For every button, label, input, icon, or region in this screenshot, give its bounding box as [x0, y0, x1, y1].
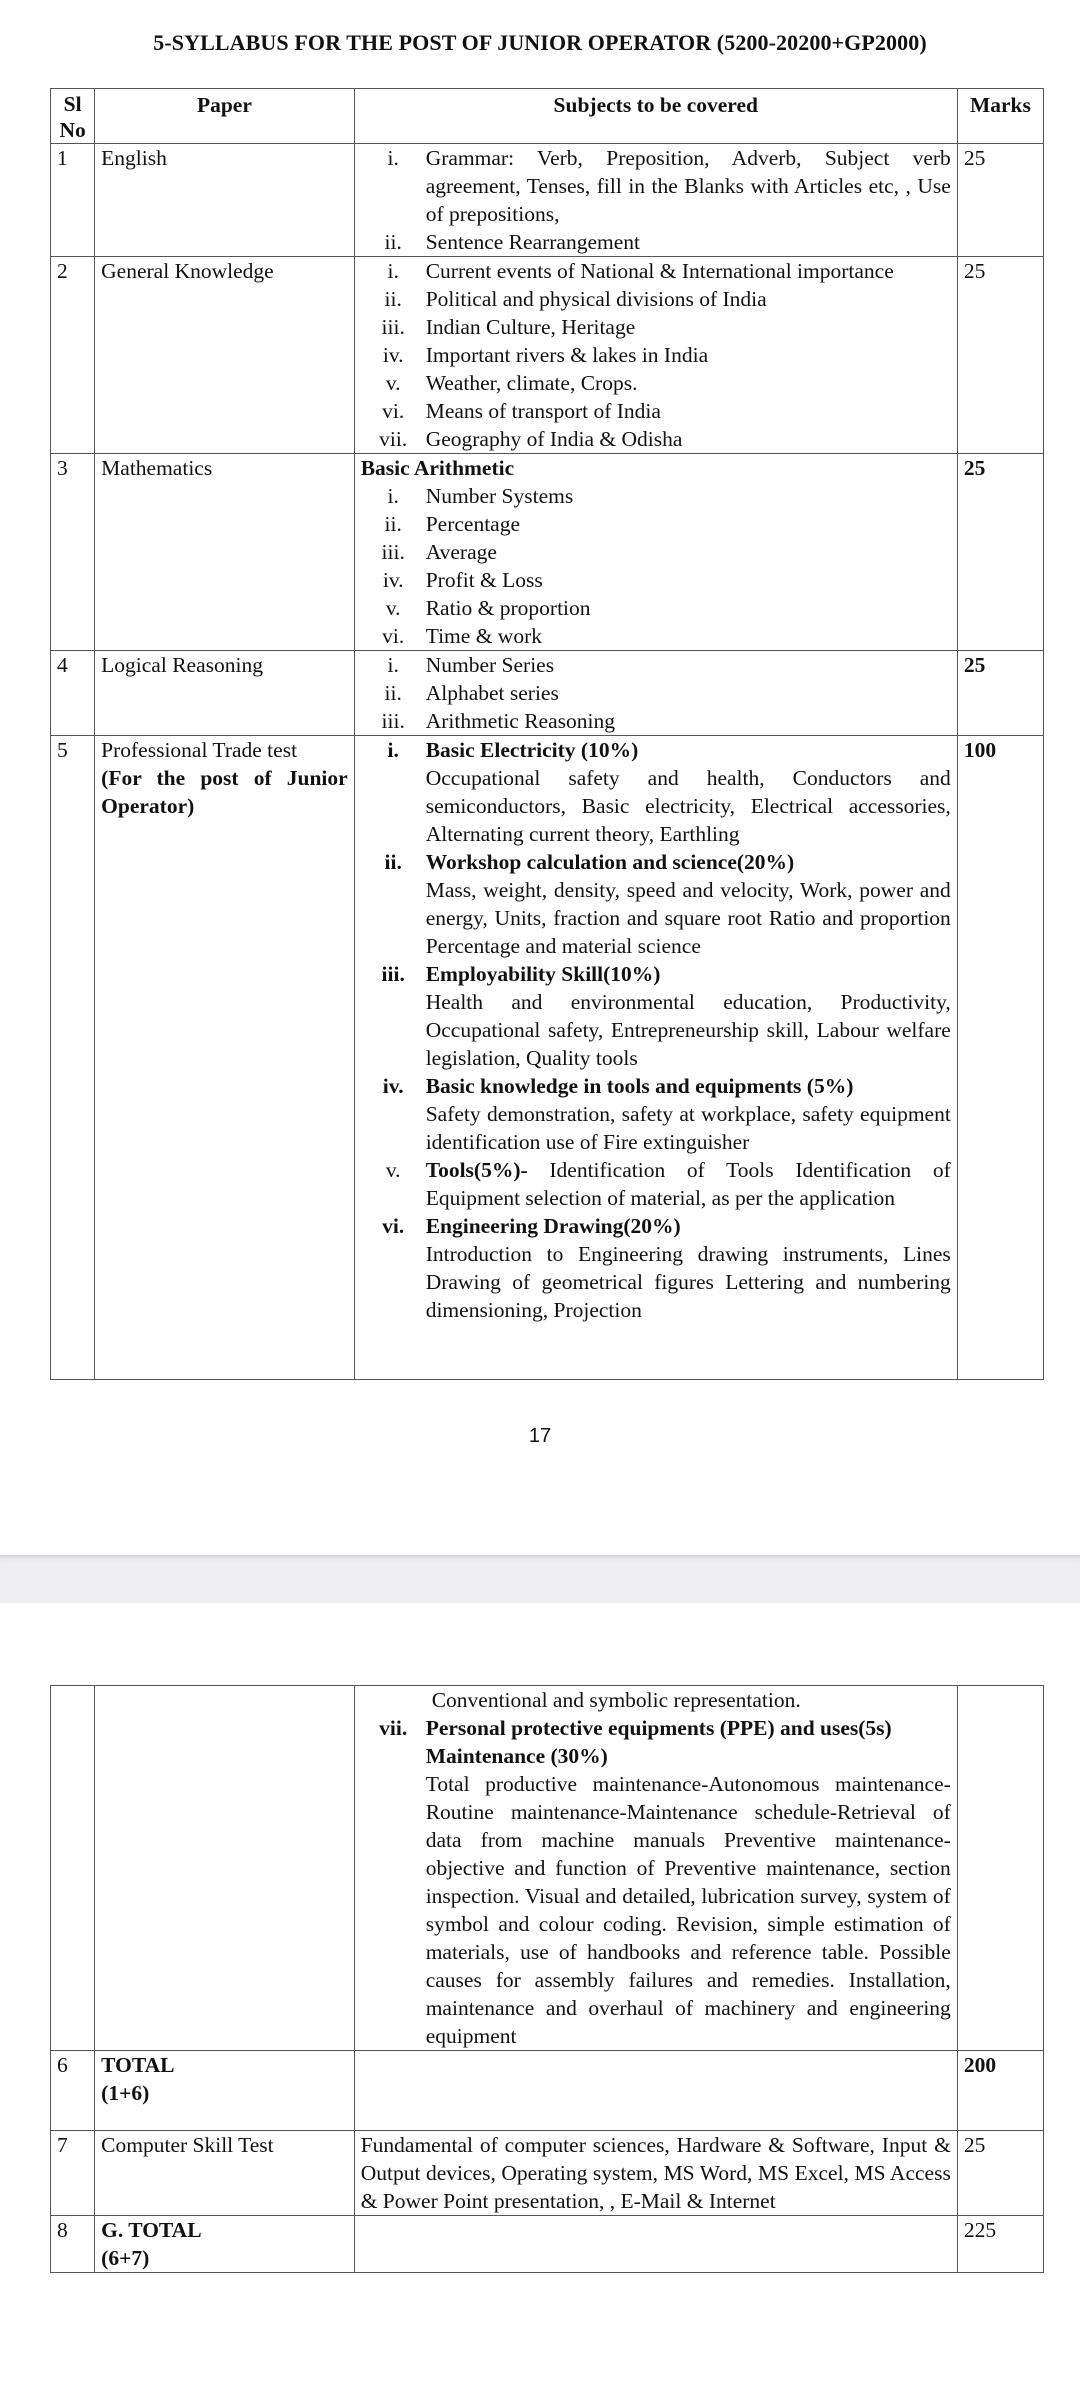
subjects-cell	[354, 257, 957, 454]
list-item: iii. Arithmetic Reasoning	[381, 709, 615, 733]
header-sl-no: Sl No	[51, 89, 95, 144]
list-item: ii. Sentence Rearrangement	[384, 230, 640, 254]
paper-name: Logical Reasoning	[95, 651, 355, 736]
marks-cell: 25	[957, 651, 1043, 736]
subjects-cell	[354, 1686, 957, 2051]
list-item: v. Tools(5%)- Identification of Tools Identification of Equipment selection of material, as per the application	[385, 1158, 951, 1210]
table-row	[51, 144, 1044, 257]
list-item: i. Basic Electricity (10%) Occupational safety and health, Conductors and semiconductors, Basic electricity, Electrical accessories, Alternating current theory, Earthling	[387, 738, 951, 846]
table-header-row	[51, 89, 1044, 144]
list-item: iv. Profit & Loss	[382, 568, 543, 592]
table-row-continued	[51, 1686, 1044, 2051]
paper-name: English	[95, 144, 355, 257]
list-item: v. Weather, climate, Crops.	[385, 371, 638, 395]
list-item: iii. Indian Culture, Heritage	[381, 315, 636, 339]
table-row	[51, 257, 1044, 454]
list-item: i. Number Systems	[387, 484, 574, 508]
total-row	[51, 2051, 1044, 2131]
list-item: i. Grammar: Verb, Preposition, Adverb, Subject verb agreement, Tenses, fill in the Blanks with Articles etc, , Use of prepositions,	[387, 146, 951, 226]
grand-total-label: G. TOTAL (6+7)	[95, 2216, 355, 2273]
marks-cell: 25	[957, 454, 1043, 651]
list-item: vii. Personal protective equipments (PPE) and uses(5s) Maintenance (30%) Total productive maintenance-Autonomous maintenance-Routine maintenance-Maintenance schedule-Retrieval of data from machine manuals Preventive maintenance-objective and function of Preventive maintenance, section inspection. Visual and detailed, lubrication survey, system of symbol and colour coding. Revision, simple estimation of materials, use of handbooks and reference table. Possible causes for assembly failures and remedies. Installation, maintenance and overhaul of machinery and engineering equipment	[379, 1716, 951, 2048]
computer-row	[51, 2131, 1044, 2216]
subjects-cell	[354, 454, 957, 651]
list-item: iv. Basic knowledge in tools and equipments (5%) Safety demonstration, safety at workplace, safety equipment identification use of Fire extinguisher	[382, 1074, 951, 1154]
subjects-cell	[354, 736, 957, 1380]
sl-no: 2	[51, 257, 95, 454]
header-paper: Paper	[95, 89, 355, 144]
list-item: vi. Time & work	[382, 624, 542, 648]
header-marks: Marks	[957, 89, 1043, 144]
sl-no: 3	[51, 454, 95, 651]
sl-no: 5	[51, 736, 95, 1380]
subjects-cell: Fundamental of computer sciences, Hardware & Software, Input & Output devices, Operating system, MS Word, MS Excel, MS Access & Power Point presentation, , E-Mail & Internet	[354, 2131, 957, 2216]
list-item: ii. Percentage	[384, 512, 521, 536]
page-title: 5-SYLLABUS FOR THE POST OF JUNIOR OPERATOR (5200-20200+GP2000)	[153, 30, 927, 55]
list-item: vii. Geography of India & Odisha	[379, 427, 683, 451]
paper-name: General Knowledge	[95, 257, 355, 454]
page-number: 17	[528, 1425, 552, 1447]
paper-name: Mathematics	[95, 454, 355, 651]
sl-no: 1	[51, 144, 95, 257]
list-item: v. Ratio & proportion	[385, 596, 591, 620]
marks-cell: 200	[957, 2051, 1043, 2131]
marks-cell: 25	[957, 257, 1043, 454]
section-heading: Basic Arithmetic	[360, 456, 515, 480]
list-item: i. Number Series	[387, 653, 555, 677]
marks-cell: 100	[957, 736, 1043, 1380]
paper-name: Computer Skill Test	[95, 2131, 355, 2216]
list-item: vi. Means of transport of India	[382, 399, 661, 423]
list-item: ii. Alphabet series	[384, 681, 559, 705]
table-row	[51, 736, 1044, 1380]
table-row	[51, 454, 1044, 651]
sl-no: 6	[51, 2051, 95, 2131]
continued-line: Conventional and symbolic representation.	[431, 1688, 801, 1712]
sl-no: 8	[51, 2216, 95, 2273]
list-item: iii. Employability Skill(10%) Health and environmental education, Productivity, Occupational safety, Entrepreneurship skill, Labour welfare legislation, Quality tools	[381, 962, 951, 1070]
marks-cell: 25	[957, 2131, 1043, 2216]
table-row	[51, 651, 1044, 736]
page-gap	[0, 1555, 1080, 1603]
subjects-cell	[354, 651, 957, 736]
page-2	[0, 1603, 1080, 2400]
sl-no: 4	[51, 651, 95, 736]
list-item: iv. Important rivers & lakes in India	[382, 343, 709, 367]
list-item: i. Current events of National & International importance	[387, 259, 894, 283]
list-item: vi. Engineering Drawing(20%) Introduction to Engineering drawing instruments, Lines Drawing of geometrical figures Lettering and numbering dimensioning, Projection	[382, 1214, 951, 1322]
marks-cell: 25	[957, 144, 1043, 257]
syllabus-table	[50, 88, 1044, 1380]
list-item: iii. Average	[381, 540, 497, 564]
subjects-cell	[354, 144, 957, 257]
sl-no: 7	[51, 2131, 95, 2216]
list-item: ii. Political and physical divisions of India	[384, 287, 767, 311]
paper-name: Professional Trade test (For the post of Junior Operator)	[95, 736, 355, 1380]
total-label: TOTAL (1+6)	[95, 2051, 355, 2131]
grand-total-row	[51, 2216, 1044, 2273]
marks-cell: 225	[957, 2216, 1043, 2273]
header-subjects: Subjects to be covered	[354, 89, 957, 144]
syllabus-table-continued	[50, 1685, 1044, 2273]
list-item: ii. Workshop calculation and science(20%) Mass, weight, density, speed and velocity, Work, power and energy, Units, fraction and square root Ratio and proportion Percentage and material science	[384, 850, 951, 958]
